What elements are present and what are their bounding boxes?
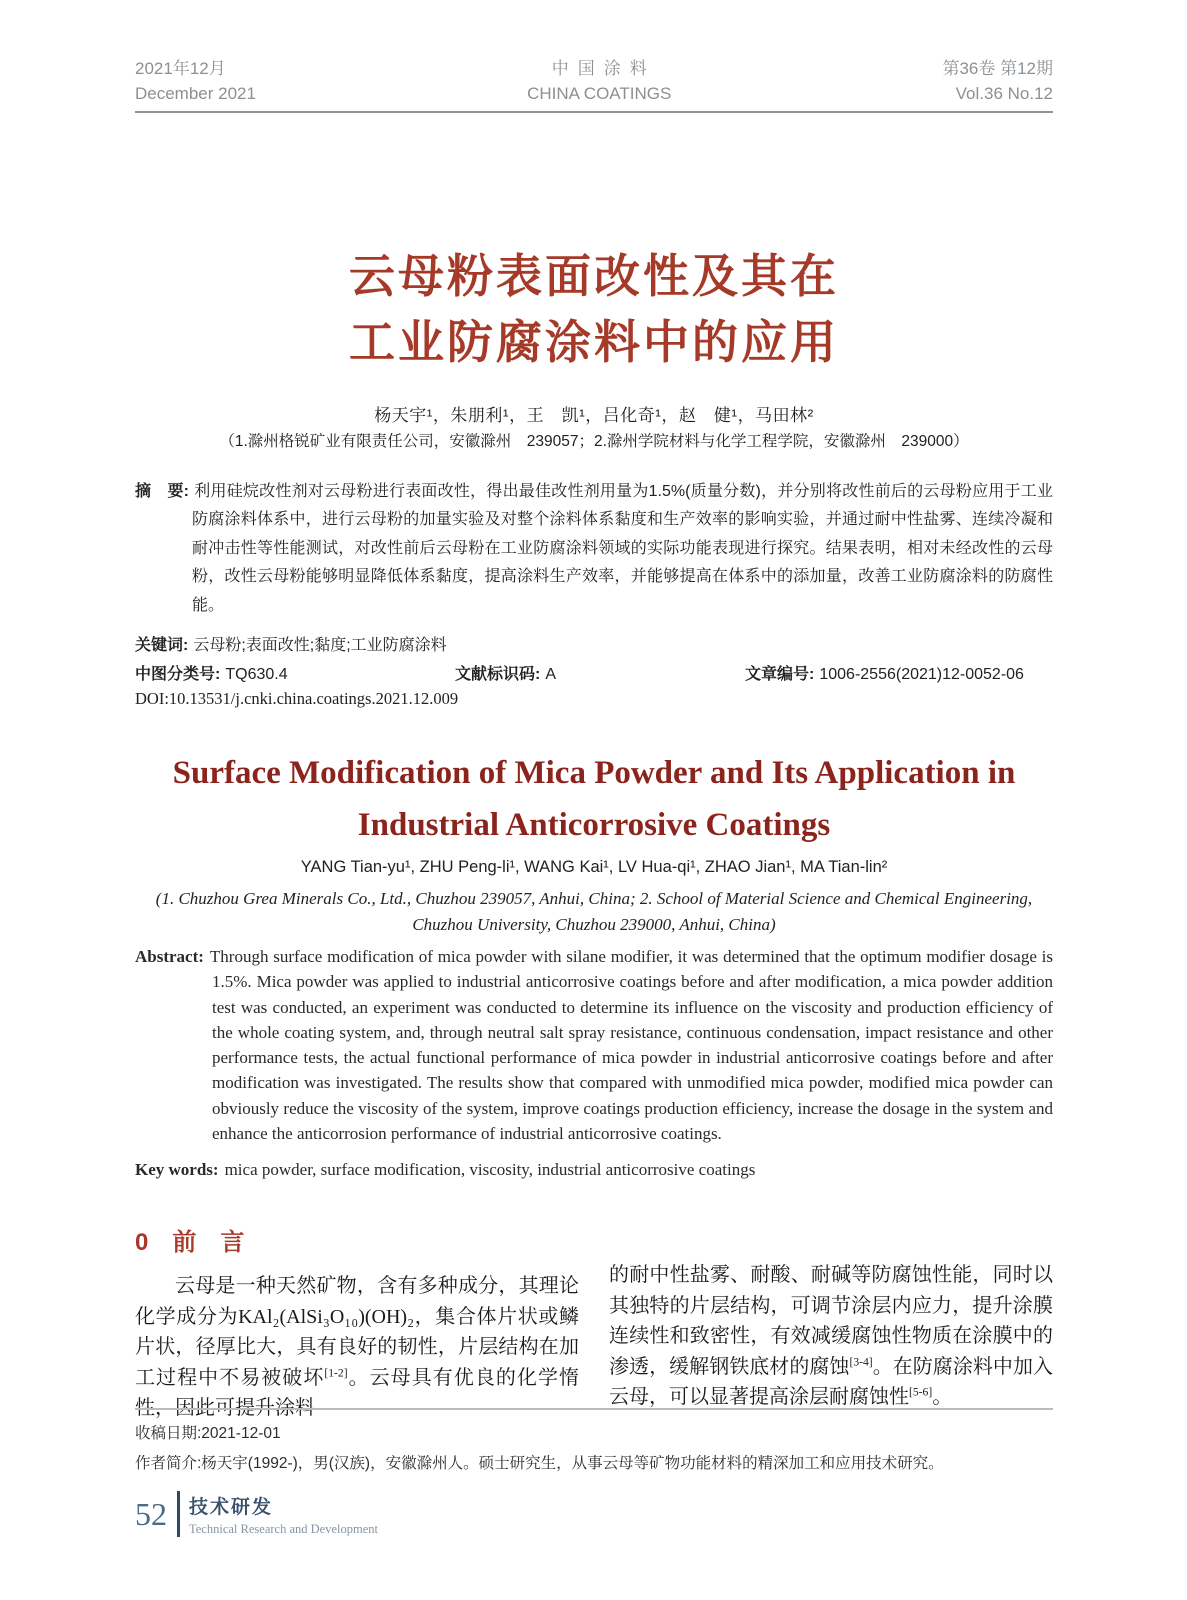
header-journal-name-block xyxy=(527,56,671,106)
abstract-en xyxy=(135,944,1053,1146)
article-title-en-line2: Industrial Anticorrosive Coatings xyxy=(357,807,831,843)
keywords-cn-label: 关键词: xyxy=(135,637,189,654)
abstract-cn-text: 利用硅烷改性剂对云母粉进行表面改性，得出最佳改性剂用量为1.5%(质量分数)，并分别将改性前后的云母粉应用于工业防腐涂料体系中，进行云母粉的加量实验及对整个涂料体系黏度和生产效率的影响实验，并通过耐中性盐雾、连续冷凝和耐冲击性等性能测试，对改性前后云母粉在工业防腐涂料领域的实际功能表现进行探究。结果表明，相对未经改性的云母粉，改性云母粉能够明显降低体系黏度，提高涂料生产效率，并能够提高在体系中的添加量，改善工业防腐涂料的防腐性能。 xyxy=(192,483,1053,614)
abstract-cn xyxy=(135,478,1053,620)
abstract-en-text: Through surface modification of mica powder with silane modifier, it was determined that the optimum modifier dosage is 1.5%. Mica powder was applied to industrial anticorrosive coatings before and after modification, a mica powder addition test was conducted, an experiment was conducted to determine its influence on the viscosity and production efficiency of the whole coating system, and, through neutral salt spray resistance, continuous condensation, impact resistance and other performance tests, the actual functional performance of mica powder in industrial anticorrosive coatings before and after modification was investigated. The results show that compared with unmodified mica powder, modified mica powder can obviously reduce the viscosity of the system, improve coatings production efficiency, increase the dosage in the system and enhance the anticorrosion performance of industrial anticorrosive coatings. xyxy=(209,947,1053,1144)
intro-right-column xyxy=(609,1228,1053,1424)
article-title-en-line1: Surface Modification of Mica Powder and Its Application in xyxy=(172,755,1016,791)
header-date-block xyxy=(135,56,256,106)
received-date: 收稿日期:2021-12-01 xyxy=(135,1425,281,1442)
keywords-cn xyxy=(135,632,1053,655)
header-date-en: December 2021 xyxy=(135,84,256,103)
footnote-block xyxy=(135,1419,1053,1479)
footnote-divider xyxy=(135,1408,1053,1410)
section-heading: 0 前 言 xyxy=(135,1229,245,1256)
article-number: 文章编号: 1006-2556(2021)12-0052-06 xyxy=(745,666,1024,683)
article-title-cn-line2: 工业防腐涂料中的应用 xyxy=(349,316,839,368)
header-issue-en: Vol.36 No.12 xyxy=(955,84,1053,103)
page-number: 52 xyxy=(135,1496,167,1532)
author-bio: 作者简介:杨天宇(1992-)，男(汉族)，安徽滁州人。硕士研究生，从事云母等矿物功能材料的精深加工和应用技术研究。 xyxy=(135,1455,944,1472)
document-code: 文献标识码: A xyxy=(455,666,557,683)
keywords-cn-text: 云母粉;表面改性;黏度;工业防腐涂料 xyxy=(193,637,447,654)
header-divider xyxy=(135,111,1053,113)
clc-number: 中图分类号: TQ630.4 xyxy=(135,666,288,683)
authors-en: YANG Tian-yu¹, ZHU Peng-li¹, WANG Kai¹, LV Hua-qi¹, ZHAO Jian¹, MA Tian-lin² xyxy=(300,858,888,876)
article-title-cn-line1: 云母粉表面改性及其在 xyxy=(349,250,839,302)
journal-name-cn: 中国涂料 xyxy=(551,59,656,78)
affiliation-en-line1: (1. Chuzhou Grea Minerals Co., Ltd., Chuzhou 239057, Anhui, China; 2. School of Material Science and Chemical Engineering, xyxy=(155,889,1033,908)
keywords-en-label: Key words: xyxy=(135,1160,219,1179)
intro-paragraph-right: 的耐中性盐雾、耐酸、耐碱等防腐蚀性能，同时以其独特的片层结构，可调节涂层内应力，提升涂膜连续性和致密性，有效减缓腐蚀性物质在涂膜中的渗透，缓解钢铁底材的腐蚀[3-4]。在防腐涂料中加入云母，可以显著提高涂层耐腐蚀性[5-6]。 xyxy=(609,1264,1054,1408)
keywords-en-text: mica powder, surface modification, viscosity, industrial anticorrosive coatings xyxy=(224,1160,756,1179)
column-title-en: Technical Research and Development xyxy=(189,1521,378,1536)
classification-row xyxy=(135,661,1053,685)
reference-marker: [3-4] xyxy=(849,1354,873,1368)
column-info xyxy=(189,1492,378,1537)
doi: DOI:10.13531/j.cnki.china.coatings.2021.12.009 xyxy=(135,689,459,708)
reference-marker: [5-6] xyxy=(909,1385,933,1399)
column-title-cn: 技术研发 xyxy=(189,1496,274,1518)
affiliation-en xyxy=(135,886,1053,938)
intro-paragraph-left: 云母是一种天然矿物，含有多种成分，其理论化学成分为KAl₂(AlSi₃O₁₀)(OH)₂，集合体片状或鳞片状，径厚比大，具有良好的韧性，片层结构在加工过程中不易被破坏[1-2]。云母具有优良的化学惰性，因此可提升涂料 xyxy=(135,1275,580,1419)
article-title-cn xyxy=(135,243,1053,375)
keywords-en xyxy=(135,1160,1053,1180)
reference-marker: [1-2] xyxy=(324,1365,348,1379)
intro-left-column xyxy=(135,1228,579,1424)
intro-section xyxy=(135,1228,1053,1424)
header-issue-block xyxy=(942,56,1053,106)
affiliation-cn: （1.滁州格锐矿业有限责任公司，安徽滁州 239057；2.滁州学院材料与化学工程学院，安徽滁州 239000） xyxy=(219,433,969,450)
header-date-cn: 2021年12月 xyxy=(135,59,226,78)
affiliation-en-line2: Chuzhou University, Chuzhou 239000, Anhui, China) xyxy=(412,915,776,934)
article-title-en xyxy=(135,747,1053,851)
footer-divider-bar xyxy=(177,1491,180,1537)
abstract-cn-label: 摘 要: xyxy=(135,483,190,500)
page-footer xyxy=(135,1491,1053,1537)
header-issue-cn: 第36卷 第12期 xyxy=(942,59,1053,78)
authors-cn: 杨天宇¹，朱朋利¹，王 凯¹，吕化奇¹，赵 健¹，马田林² xyxy=(374,406,814,425)
journal-header xyxy=(135,56,1053,106)
journal-name-en: CHINA COATINGS xyxy=(527,84,672,103)
abstract-en-label: Abstract: xyxy=(135,947,204,966)
